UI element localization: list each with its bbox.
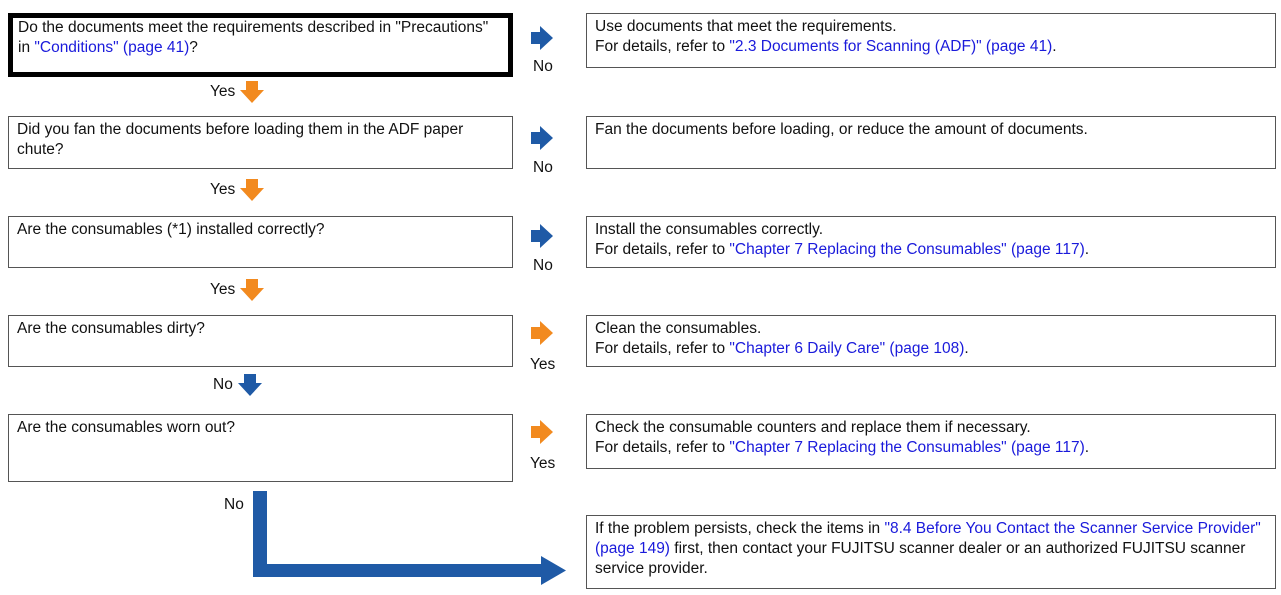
branch-label-3: No xyxy=(533,257,553,274)
text-segment: . xyxy=(1084,439,1090,456)
text-segment: For details, refer to xyxy=(595,241,730,258)
branch-arrow-3 xyxy=(531,224,553,254)
text-segment: Are the consumables (*1) installed correctly? xyxy=(17,221,325,238)
action-line xyxy=(595,120,1267,140)
action-line xyxy=(595,418,1267,438)
elbow-arrowhead xyxy=(541,556,566,585)
down-arrow-icon xyxy=(240,279,264,301)
action-line xyxy=(595,220,1267,240)
reference-link[interactable]: "8.4 Before You Contact the Scanner Service Provider" (page 149) xyxy=(595,520,1261,557)
action-line xyxy=(595,339,1267,359)
text-segment: ? xyxy=(189,39,198,56)
connector-label: Yes xyxy=(210,181,236,198)
text-segment: . xyxy=(964,340,969,357)
question-text xyxy=(17,319,504,339)
text-segment: Check the consumable counters and replace them if necessary. xyxy=(595,419,1031,436)
question-text xyxy=(17,418,504,438)
text-segment: For details, refer to xyxy=(595,439,730,456)
reference-link[interactable]: "Conditions" (page 41) xyxy=(34,39,190,56)
action-box-4 xyxy=(586,315,1276,367)
down-connector-1 xyxy=(210,81,264,103)
connector-label: No xyxy=(213,376,233,393)
right-arrow-icon xyxy=(531,420,553,444)
text-segment: If the problem persists, check the items in xyxy=(595,520,885,537)
action-line xyxy=(595,438,1267,458)
branch-arrow-5 xyxy=(531,420,553,450)
action-lines xyxy=(595,120,1267,140)
question-text xyxy=(18,18,503,58)
text-segment: For details, refer to xyxy=(595,38,730,55)
text-segment: Do the documents meet the requirements described in "Precautions" in xyxy=(18,19,489,56)
down-connector-3 xyxy=(210,279,264,301)
down-connector-2 xyxy=(210,179,264,201)
final-text xyxy=(595,519,1267,579)
right-arrow-icon xyxy=(531,126,553,150)
action-line xyxy=(595,17,1267,37)
final-action-box xyxy=(586,515,1276,589)
question-box-2 xyxy=(8,116,513,169)
text-segment: . xyxy=(1052,38,1057,55)
reference-link[interactable]: "Chapter 6 Daily Care" (page 108) xyxy=(729,340,965,357)
action-box-1 xyxy=(586,13,1276,68)
branch-arrow-4 xyxy=(531,321,553,351)
action-lines xyxy=(595,17,1267,57)
reference-link[interactable]: "2.3 Documents for Scanning (ADF)" (page 41) xyxy=(729,38,1053,55)
right-arrow-icon xyxy=(531,224,553,248)
down-arrow-icon xyxy=(240,81,264,103)
branch-label-4: Yes xyxy=(530,356,556,373)
branch-label-2: No xyxy=(533,159,553,176)
question-box-4 xyxy=(8,315,513,367)
branch-label-1: No xyxy=(533,58,553,75)
text-segment: Install the consumables correctly. xyxy=(595,221,824,238)
text-segment: . xyxy=(1084,241,1090,258)
down-connector-4 xyxy=(213,374,262,396)
action-lines xyxy=(595,220,1267,260)
text-segment: Are the consumables dirty? xyxy=(17,320,205,337)
question-text xyxy=(17,120,504,160)
right-arrow-icon xyxy=(531,26,553,50)
action-line xyxy=(595,240,1267,260)
text-segment: For details, refer to xyxy=(595,340,730,357)
down-arrow-icon xyxy=(238,374,262,396)
down-arrow-icon xyxy=(240,179,264,201)
action-box-5 xyxy=(586,414,1276,469)
action-line xyxy=(595,37,1267,57)
text-segment: first, then contact your FUJITSU scanner dealer or an authorized FUJITSU scanner service provider. xyxy=(595,540,1246,577)
reference-link[interactable]: "Chapter 7 Replacing the Consumables" (page 117) xyxy=(729,241,1085,258)
question-box-5 xyxy=(8,414,513,482)
final-branch-label: No xyxy=(224,496,244,513)
question-box-3 xyxy=(8,216,513,268)
branch-label-5: Yes xyxy=(530,455,556,472)
branch-arrow-2 xyxy=(531,126,553,156)
text-segment: Fan the documents before loading, or reduce the amount of documents. xyxy=(595,121,1088,138)
connector-label: Yes xyxy=(210,281,236,298)
elbow-horizontal xyxy=(253,564,543,577)
question-text xyxy=(17,220,504,240)
reference-link[interactable]: "Chapter 7 Replacing the Consumables" (page 117) xyxy=(729,439,1085,456)
action-line xyxy=(595,319,1267,339)
text-segment: Use documents that meet the requirements. xyxy=(595,18,897,35)
action-lines xyxy=(595,418,1267,458)
text-segment: Clean the consumables. xyxy=(595,320,762,337)
action-box-3 xyxy=(586,216,1276,268)
text-segment: Did you fan the documents before loading them in the ADF paper chute? xyxy=(17,121,464,158)
branch-arrow-1 xyxy=(531,26,553,56)
action-box-2 xyxy=(586,116,1276,169)
text-segment: Are the consumables worn out? xyxy=(17,419,235,436)
right-arrow-icon xyxy=(531,321,553,345)
connector-label: Yes xyxy=(210,83,236,100)
question-box-1 xyxy=(8,13,513,77)
action-lines xyxy=(595,319,1267,359)
